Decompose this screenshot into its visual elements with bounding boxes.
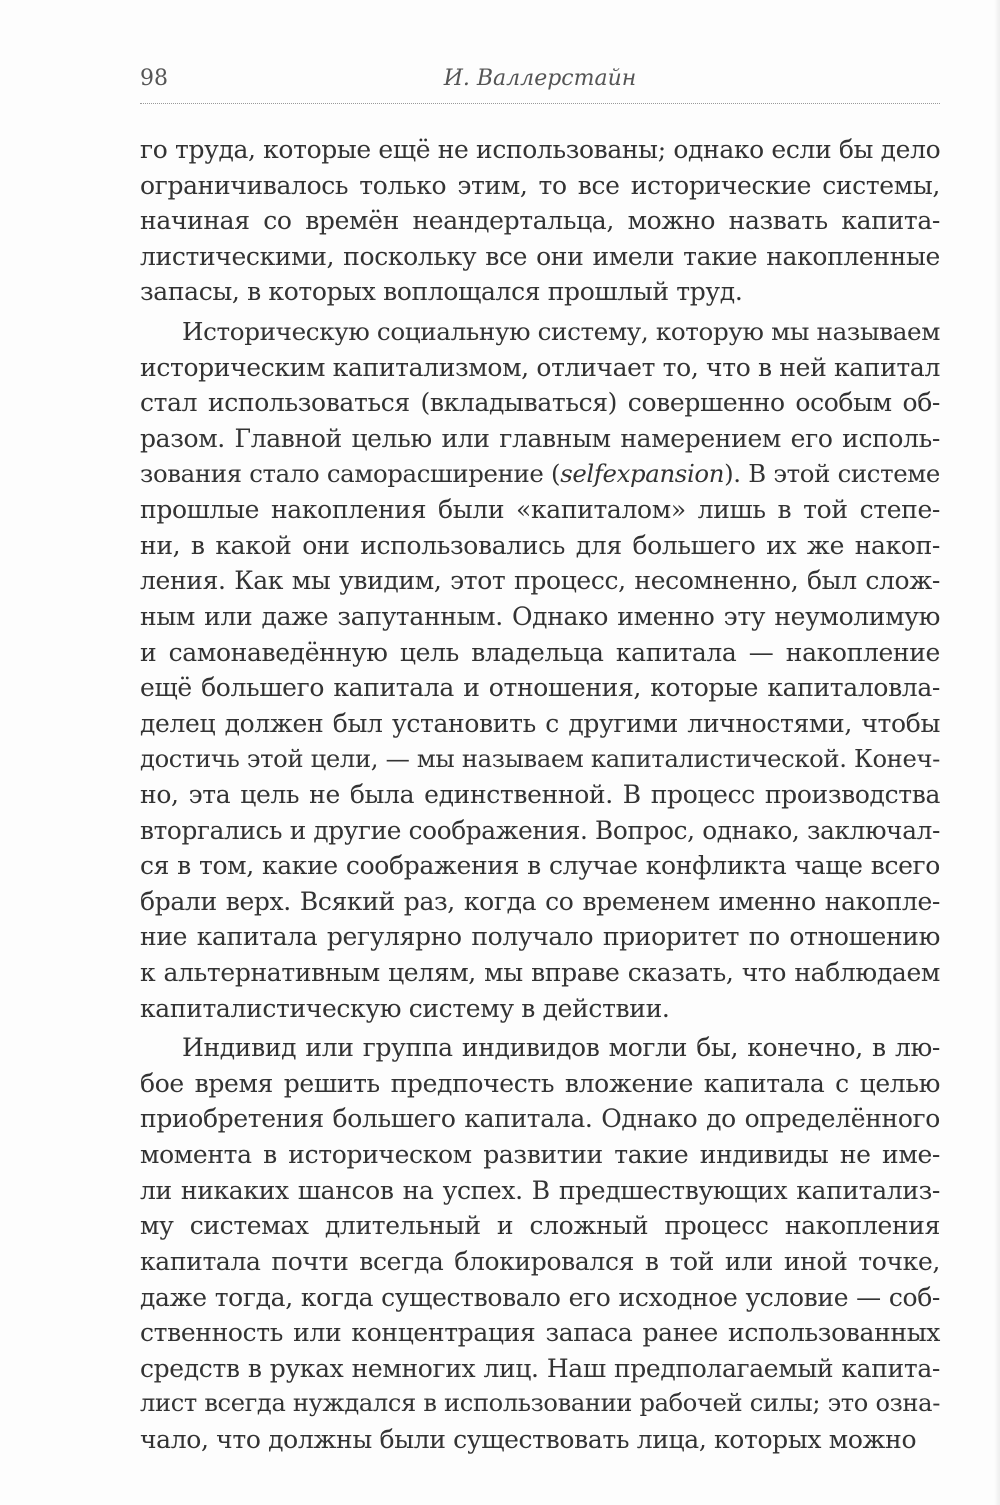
text-line: ным или даже запутанным. Однако именно эту неумолимую xyxy=(140,601,940,631)
text-line: но, эта цель не была единственной. В процесс производства xyxy=(140,779,940,809)
text-line: даже тогда, когда существовало его исходное условие — соб- xyxy=(140,1282,940,1312)
text-line: запасы, в которых воплощался прошлый труд. xyxy=(140,277,743,307)
text-line: средств в руках немногих лиц. Наш предполагаемый капита- xyxy=(140,1353,940,1383)
text-line: и самонаведённую цель владельца капитала — накопление xyxy=(140,637,940,667)
page-edge-shadow xyxy=(994,0,1000,1505)
paragraph xyxy=(140,1030,940,1457)
text-line: ли никаких шансов на успех. В предшествующих капитализ- xyxy=(140,1175,940,1205)
text-line: ни, в какой они использовались для большего их же накоп- xyxy=(140,530,940,560)
text-line: приобретения большего капитала. Однако до определённого xyxy=(140,1104,940,1134)
paragraph xyxy=(140,132,940,310)
text-line: вторгались и другие соображения. Вопрос, однако, заключал- xyxy=(140,815,940,845)
text-line: листическими, поскольку все они имели такие накопленные xyxy=(140,241,940,271)
text-line: достичь этой цели, — мы называем капиталистической. Конеч- xyxy=(140,744,940,774)
text-line: ние капитала регулярно получало приоритет по отношению xyxy=(140,922,940,952)
text-line: историческим капитализмом, отличает то, что в ней капитал xyxy=(140,352,940,382)
text-line: му системах длительный и сложный процесс накопления xyxy=(140,1211,940,1241)
text-line: начиная со времён неандертальца, можно назвать капита- xyxy=(140,206,940,236)
text-line: лист всегда нуждался в использовании рабочей силы; это озна- xyxy=(140,1389,940,1418)
text-line: ления. Как мы увидим, этот процесс, несомненно, был слож- xyxy=(140,566,940,596)
text-line: го труда, которые ещё не использованы; однако если бы дело xyxy=(140,135,941,164)
text-line: ственность или концентрация запаса ранее использованных xyxy=(140,1318,940,1348)
paragraph xyxy=(140,314,940,1026)
text-line: ограничивалось только этим, то все исторические системы, xyxy=(140,170,940,200)
text-line: делец должен был установить с другими личностями, чтобы xyxy=(140,708,940,738)
text-line: прошлые накопления были «капиталом» лишь в той степе- xyxy=(140,495,940,525)
italic-term: selfexpansion xyxy=(560,459,725,489)
text-line: Историческую социальную систему, которую мы называем xyxy=(182,317,940,347)
text-line: момента в историческом развитии такие индивиды не име- xyxy=(140,1140,940,1170)
text-line: зования стало саморасширение (selfexpansion). В этой системе xyxy=(140,459,940,489)
text-line: капиталистическую систему в действии. xyxy=(140,993,670,1023)
header-rule xyxy=(140,103,940,104)
page-header xyxy=(140,66,940,102)
text-line: к альтернативным целям, мы вправе сказать, что наблюдаем xyxy=(140,958,940,988)
text-line: капитала почти всегда блокировался в той или иной точке, xyxy=(140,1246,940,1276)
text-line: брали верх. Всякий раз, когда со временем именно накопле- xyxy=(140,886,940,916)
text-line: Индивид или группа индивидов могли бы, конечно, в лю- xyxy=(182,1033,940,1063)
text-line: ся в том, какие соображения в случае конфликта чаще всего xyxy=(140,851,940,881)
text-line: бое время решить предпочесть вложение капитала с целью xyxy=(140,1068,940,1098)
body-text xyxy=(140,132,940,1458)
running-head: И. Валлерстайн xyxy=(443,66,637,91)
page-number: 98 xyxy=(140,66,168,91)
text-line: стал использоваться (вкладываться) совершенно особым об- xyxy=(140,388,940,418)
text-line: чало, что должны были существовать лица, которых можно xyxy=(140,1424,917,1454)
text-line: разом. Главной целью или главным намерением его исполь- xyxy=(140,423,940,453)
text-line: ещё большего капитала и отношения, которые капиталовла- xyxy=(140,673,940,703)
